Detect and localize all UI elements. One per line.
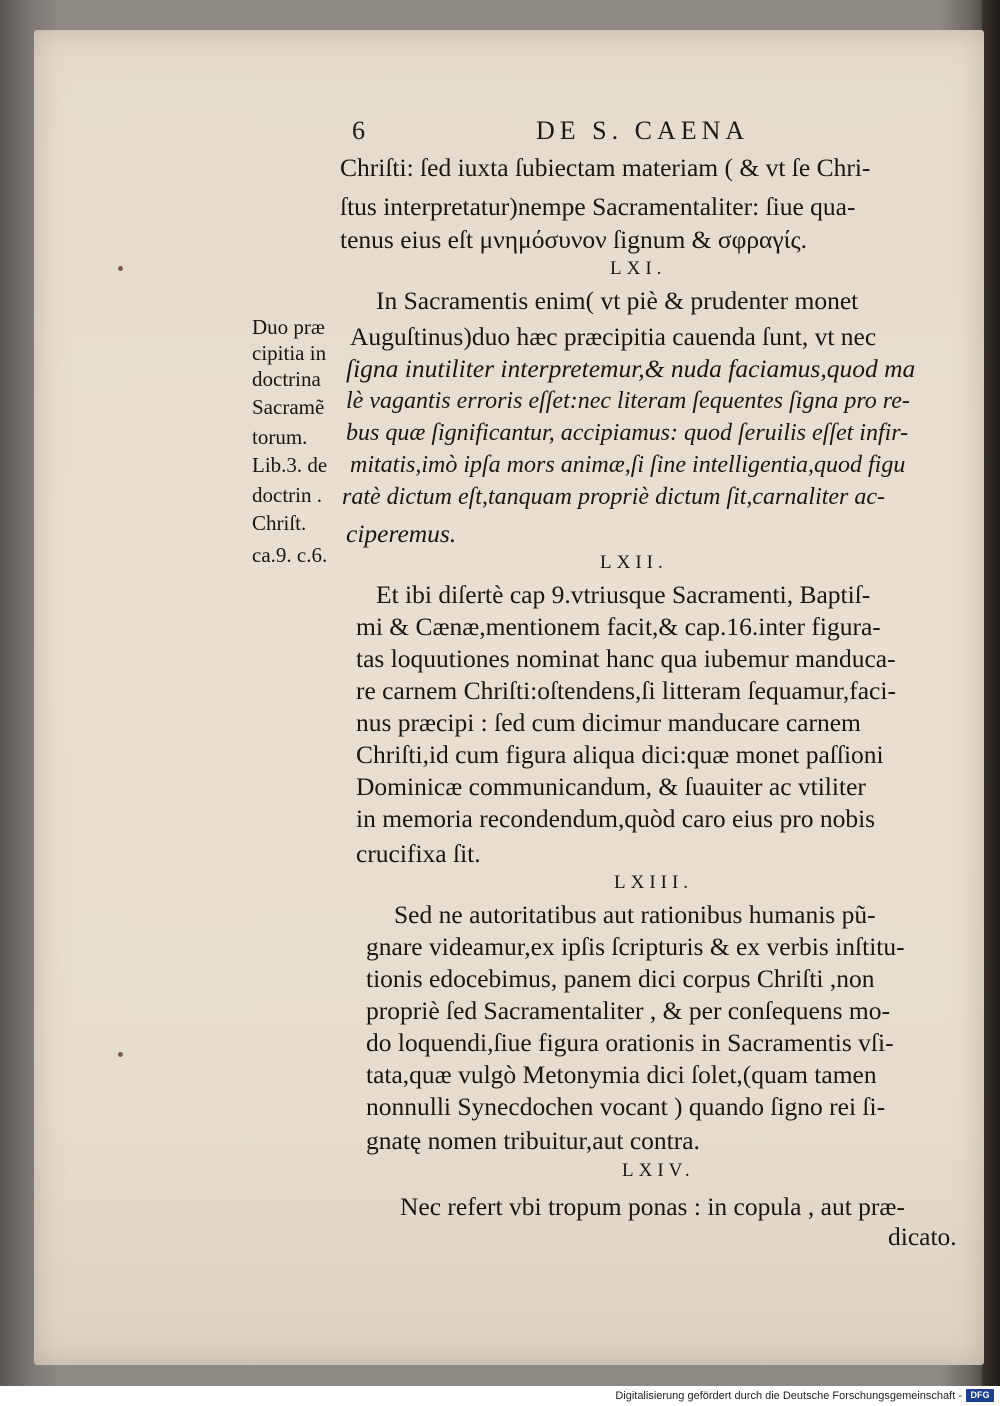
section-number: LXI. [610, 258, 667, 279]
text-line: dicato. [888, 1222, 957, 1251]
section-number: LXIV. [622, 1160, 695, 1181]
text-line: in memoria recondendum,quòd caro eius pro nobis [356, 804, 876, 833]
text-line: gnatę nomen tribuitur,aut contra. [366, 1126, 700, 1155]
dfg-logo: DFG [966, 1389, 994, 1402]
text-line: Auguſtinus)duo hæc præcipitia cauenda ſunt, vt nec [350, 322, 877, 351]
margin-note-line: Duo præ [252, 315, 325, 339]
text-line: Dominicæ communicandum, & ſuauiter ac vtiliter [356, 772, 866, 801]
text-line: tas loquutiones nominat hanc qua iubemur manduca- [356, 644, 896, 673]
text-line: ciperemus. [346, 519, 457, 548]
running-head: DE S. CAENA [536, 116, 750, 145]
text-line: re carnem Chriſti:oſtendens,ſi litteram ſequamur,faci- [356, 676, 896, 705]
text-line: propriè ſed Sacramentaliter , & per conſequens mo- [366, 996, 890, 1025]
paper-spot [118, 1052, 123, 1057]
page-number: 6 [352, 116, 365, 145]
text-line: bus quæ ſignificantur, accipiamus: quod ſeruilis eſſet infir- [346, 420, 909, 446]
margin-note-line: Lib.3. de [252, 453, 328, 477]
section-number: LXIII. [614, 872, 694, 893]
margin-note-line: Sacramẽ [252, 395, 325, 419]
margin-note-line: torum. [252, 425, 308, 449]
book-spine [982, 0, 1000, 1386]
margin-note-line: doctrina [252, 367, 321, 391]
text-line: Nec refert vbi tropum ponas : in copula , aut præ- [400, 1192, 905, 1221]
text-line: Sed ne autoritatibus aut rationibus humanis pũ- [394, 900, 876, 929]
section-number: LXII. [600, 552, 668, 573]
text-line: ſtus interpretatur)nempe Sacramentaliter: ſiue qua- [340, 192, 856, 221]
margin-note-line: Chriſt. [252, 511, 307, 535]
text-line: Chriſti,id cum figura aliqua dici:quæ monet paſſioni [356, 740, 884, 769]
page-header [340, 116, 960, 152]
margin-note-line: cipitia in [252, 341, 327, 365]
footer-bar [0, 1386, 1000, 1406]
paper-spot [118, 266, 123, 271]
text-line: nonnulli Synecdochen vocant ) quando ſigno rei ſi- [366, 1092, 886, 1121]
text-line: mitatis,imò ipſa mors animæ,ſi ſine intelligentia,quod figu [350, 452, 906, 478]
text-line: lè vagantis erroris eſſet:nec literam ſequentes ſigna pro re- [346, 388, 910, 414]
text-line: mi & Cænæ,mentionem facit,& cap.16.inter figura- [356, 612, 881, 641]
text-line: ratè dictum eſt,tanquam propriè dictum ſit,carnaliter ac- [342, 484, 886, 510]
text-line: gnare videamur,ex ipſis ſcripturis & ex verbis inſtitu- [366, 932, 905, 961]
text-line: ſigna inutiliter interpretemur,& nuda faciamus,quod ma [346, 354, 916, 383]
text-line: tenus eius eſt μνημόσυνον ſignum & σφραγίς. [340, 225, 808, 254]
margin-note-line: ca.9. c.6. [252, 543, 328, 567]
text-line: nus præcipi : ſed cum dicimur manducare carnem [356, 708, 861, 737]
margin-note-line: doctrin . [252, 483, 322, 507]
text-line: tionis edocebimus, panem dici corpus Chriſti ,non [366, 964, 875, 993]
text-line: crucifixa ſit. [356, 839, 481, 868]
text-line: Et ibi diſertè cap 9.vtriusque Sacramenti, Baptiſ- [376, 580, 871, 609]
text-line: tata,quæ vulgò Metonymia dici ſolet,(quam tamen [366, 1060, 877, 1089]
text-line: Chriſti: ſed iuxta ſubiectam materiam ( & vt ſe Chri- [340, 153, 871, 182]
text-line: In Sacramentis enim( vt piè & prudenter monet [376, 286, 859, 315]
text-line: do loquendi,ſiue figura orationis in Sacramentis vſi- [366, 1028, 894, 1057]
funding-credit: Digitalisierung gefördert durch die Deutsche Forschungsgemeinschaft - [615, 1390, 962, 1402]
